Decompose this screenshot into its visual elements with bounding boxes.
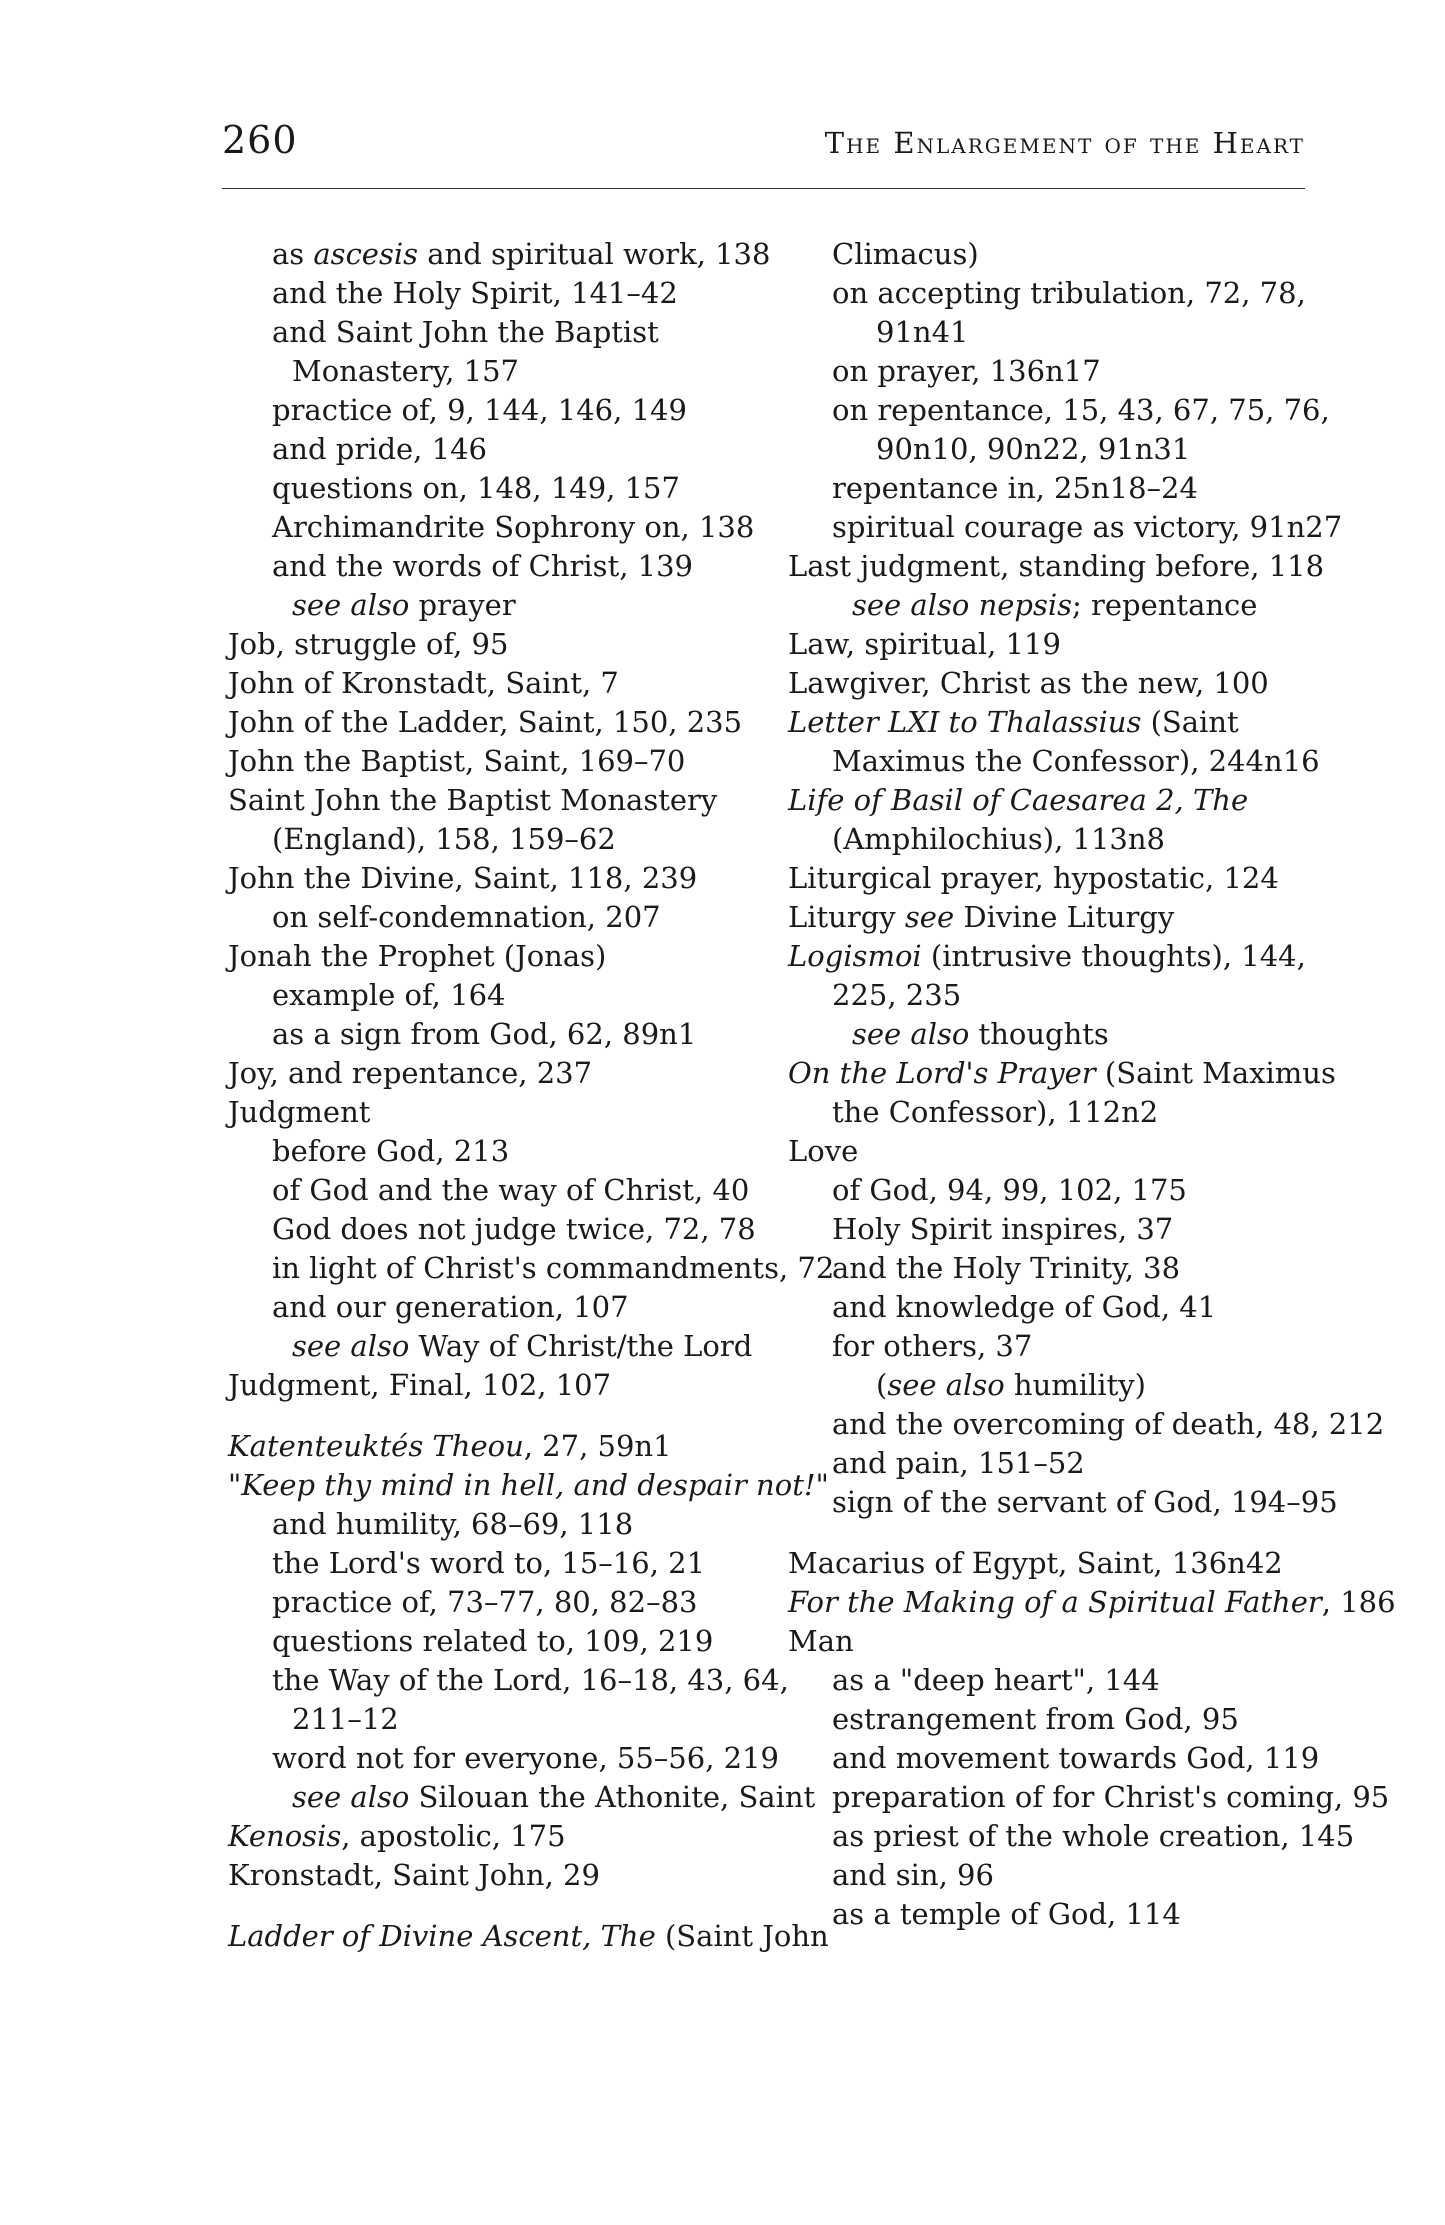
index-entry bbox=[788, 781, 1348, 820]
index-italic-text: see also bbox=[292, 588, 410, 622]
index-italic-text: Ladder of Divine Ascent, The bbox=[228, 1919, 656, 1953]
index-text: in light of Christ's commandments, 72 bbox=[272, 1251, 835, 1285]
index-entry bbox=[228, 781, 788, 820]
index-subentry bbox=[788, 586, 1348, 625]
index-subentry bbox=[228, 1544, 788, 1583]
index-text: Maximus the Confessor), 244n16 bbox=[832, 744, 1320, 778]
index-text: prayer bbox=[409, 588, 516, 622]
index-subentry bbox=[788, 1661, 1348, 1700]
index-text: questions related to, 109, 219 bbox=[272, 1624, 714, 1658]
index-entry bbox=[788, 1583, 1396, 1622]
index-subentry bbox=[788, 742, 1348, 781]
index-subentry bbox=[788, 1856, 1348, 1895]
index-gap bbox=[788, 1522, 1348, 1544]
index-text: as priest of the whole creation, 145 bbox=[832, 1819, 1355, 1853]
index-subentry bbox=[228, 274, 788, 313]
index-text: Saint John the Baptist Monastery bbox=[228, 783, 718, 817]
index-text: and knowledge of God, 41 bbox=[832, 1290, 1217, 1324]
index-text: Monastery, 157 bbox=[292, 354, 520, 388]
index-text: practice of, 73–77, 80, 82–83 bbox=[272, 1585, 698, 1619]
index-subentry bbox=[228, 1132, 788, 1171]
index-subentry bbox=[788, 469, 1348, 508]
index-text: John the Baptist, Saint, 169–70 bbox=[228, 744, 686, 778]
index-subentry bbox=[788, 1405, 1385, 1444]
index-text: Judgment bbox=[228, 1095, 371, 1129]
index-text: on repentance, 15, 43, 67, 75, 76, bbox=[832, 393, 1330, 427]
index-entry bbox=[788, 1622, 1348, 1661]
index-text: estrangement from God, 95 bbox=[832, 1702, 1239, 1736]
index-italic-text: Letter LXI to Thalassius bbox=[788, 705, 1142, 739]
index-subentry bbox=[788, 1327, 1348, 1366]
index-subentry bbox=[788, 976, 1348, 1015]
index-subentry bbox=[788, 1249, 1348, 1288]
index-italic-text: Life of Basil of Caesarea 2, The bbox=[788, 783, 1249, 817]
index-text: Climacus) bbox=[832, 237, 979, 271]
index-italic-text: "Keep thy mind in hell, and despair not!" bbox=[228, 1468, 829, 1502]
index-subentry bbox=[788, 1015, 1348, 1054]
index-italic-text: Kenosis bbox=[228, 1819, 342, 1853]
index-text: humility) bbox=[1004, 1368, 1146, 1402]
index-entry bbox=[788, 664, 1348, 703]
index-text: and the Holy Trinity, 38 bbox=[832, 1251, 1181, 1285]
index-text: ( bbox=[876, 1368, 888, 1402]
index-text: Kronstadt, Saint John, 29 bbox=[228, 1858, 600, 1892]
index-text: on self-condemnation, 207 bbox=[272, 900, 661, 934]
index-column-right bbox=[788, 235, 1396, 1934]
index-entry bbox=[228, 1427, 788, 1466]
index-entry bbox=[788, 898, 1348, 937]
index-italic-text: ascesis bbox=[313, 237, 419, 271]
index-subentry bbox=[228, 820, 788, 859]
index-text: Archimandrite Sophrony on, 138 bbox=[272, 510, 755, 544]
index-subentry bbox=[228, 391, 788, 430]
index-text: Liturgical prayer, hypostatic, 124 bbox=[788, 861, 1279, 895]
index-text: of God, 94, 99, 102, 175 bbox=[832, 1173, 1187, 1207]
index-entry bbox=[228, 1817, 788, 1856]
index-text: Jonah the Prophet (Jonas) bbox=[228, 939, 607, 973]
index-subentry bbox=[228, 1288, 788, 1327]
index-text: for others, 37 bbox=[832, 1329, 1033, 1363]
index-entry bbox=[228, 703, 788, 742]
index-text: (Saint John bbox=[655, 1919, 829, 1953]
index-text: and the overcoming of death, 48, 212 bbox=[832, 1407, 1385, 1441]
index-text: and our generation, 107 bbox=[272, 1290, 629, 1324]
index-italic-text: see also bbox=[292, 1329, 410, 1363]
index-text: (Saint bbox=[1141, 705, 1239, 739]
index-text: Love bbox=[788, 1134, 859, 1168]
index-text: , 186 bbox=[1321, 1585, 1396, 1619]
index-subentry bbox=[228, 430, 788, 469]
index-text: and humility, 68–69, 118 bbox=[272, 1507, 634, 1541]
index-entry bbox=[228, 937, 788, 976]
index-entry bbox=[228, 1366, 788, 1405]
index-subentry bbox=[228, 1327, 788, 1366]
index-subentry bbox=[788, 1700, 1348, 1739]
index-subentry bbox=[788, 1778, 1390, 1817]
index-text: the Confessor), 112n2 bbox=[832, 1095, 1159, 1129]
index-italic-text: For the Making of a Spiritual Father bbox=[788, 1585, 1322, 1619]
index-subentry bbox=[228, 1015, 788, 1054]
index-entry bbox=[788, 1054, 1348, 1093]
index-text: and spiritual work, 138 bbox=[418, 237, 771, 271]
index-subentry bbox=[228, 1778, 816, 1817]
index-text: 90n10, 90n22, 91n31 bbox=[876, 432, 1191, 466]
index-italic-text: see also bbox=[887, 1368, 1005, 1402]
index-text: Divine Liturgy bbox=[954, 900, 1175, 934]
index-entry bbox=[788, 625, 1348, 664]
index-text: 91n41 bbox=[876, 315, 969, 349]
index-text: John the Divine, Saint, 118, 239 bbox=[228, 861, 698, 895]
index-text: Liturgy bbox=[788, 900, 905, 934]
running-title: The Enlargement of the Heart bbox=[824, 126, 1305, 160]
index-text: Man bbox=[788, 1624, 854, 1658]
index-text: thoughts bbox=[969, 1017, 1109, 1051]
index-text: as bbox=[272, 237, 314, 271]
index-subentry bbox=[788, 820, 1348, 859]
index-entry bbox=[228, 742, 788, 781]
page-header bbox=[222, 118, 1305, 189]
index-text: of God and the way of Christ, 40 bbox=[272, 1173, 750, 1207]
index-italic-text: Logismoi bbox=[788, 939, 922, 973]
index-subentry bbox=[228, 1505, 788, 1544]
index-subentry bbox=[788, 235, 1348, 274]
index-text: on accepting tribulation, 72, 78, bbox=[832, 276, 1306, 310]
index-subentry bbox=[228, 898, 788, 937]
index-subentry bbox=[788, 1288, 1348, 1327]
index-entry bbox=[788, 547, 1348, 586]
index-text: 211–12 bbox=[292, 1702, 399, 1736]
index-subentry bbox=[228, 586, 788, 625]
index-text: Way of Christ/the Lord bbox=[409, 1329, 753, 1363]
index-entry bbox=[788, 703, 1348, 742]
index-text: God does not judge twice, 72, 78 bbox=[272, 1212, 756, 1246]
index-subentry bbox=[788, 1171, 1348, 1210]
index-subentry bbox=[788, 1817, 1355, 1856]
index-text: the Way of the Lord, 16–18, 43, 64, bbox=[272, 1663, 789, 1697]
index-subentry bbox=[228, 1171, 788, 1210]
index-subentry bbox=[228, 508, 788, 547]
index-entry bbox=[228, 664, 788, 703]
index-italic-text: nepsis bbox=[978, 588, 1073, 622]
index-text: Holy Spirit inspires, 37 bbox=[832, 1212, 1174, 1246]
index-text: John of the Ladder, Saint, 150, 235 bbox=[228, 705, 743, 739]
index-entry bbox=[228, 1917, 829, 1956]
index-text: Law, spiritual, 119 bbox=[788, 627, 1061, 661]
index-italic-text: see also bbox=[852, 588, 970, 622]
index-text: and Saint John the Baptist bbox=[272, 315, 659, 349]
index-subentry bbox=[228, 1661, 788, 1700]
index-text: spiritual courage as victory, 91n27 bbox=[832, 510, 1343, 544]
index-text: the Lord's word to, 15–16, 21 bbox=[272, 1546, 706, 1580]
index-subentry bbox=[788, 1444, 1348, 1483]
index-subentry bbox=[228, 1583, 788, 1622]
index-text: Last judgment, standing before, 118 bbox=[788, 549, 1325, 583]
index-subentry bbox=[788, 1210, 1348, 1249]
index-entry bbox=[788, 1132, 1348, 1171]
index-text: and pain, 151–52 bbox=[832, 1446, 1085, 1480]
index-subentry bbox=[228, 235, 788, 274]
index-text: ; repentance bbox=[1072, 588, 1258, 622]
index-text: Lawgiver, Christ as the new, 100 bbox=[788, 666, 1269, 700]
index-text: questions on, 148, 149, 157 bbox=[272, 471, 680, 505]
index-subentry bbox=[228, 976, 788, 1015]
index-entry bbox=[788, 859, 1348, 898]
index-text: preparation of for Christ's coming, 95 bbox=[832, 1780, 1390, 1814]
index-italic-text: see also bbox=[852, 1017, 970, 1051]
index-text: and pride, 146 bbox=[272, 432, 487, 466]
index-subentry bbox=[788, 430, 1348, 469]
index-subentry bbox=[228, 469, 788, 508]
index-text: 225, 235 bbox=[832, 978, 962, 1012]
index-subentry bbox=[788, 313, 1348, 352]
index-italic-text: On the Lord's Prayer bbox=[788, 1056, 1096, 1090]
index-text: and sin, 96 bbox=[832, 1858, 994, 1892]
index-subentry bbox=[788, 1483, 1348, 1522]
index-text: before God, 213 bbox=[272, 1134, 510, 1168]
index-subentry bbox=[788, 391, 1348, 430]
index-subentry bbox=[788, 274, 1348, 313]
index-entry bbox=[228, 1856, 788, 1895]
index-italic-text: Katenteuktés Theou bbox=[228, 1429, 524, 1463]
index-text: , 27, 59n1 bbox=[523, 1429, 672, 1463]
index-entry bbox=[228, 1093, 788, 1132]
index-text: and the words of Christ, 139 bbox=[272, 549, 694, 583]
index-text: word not for everyone, 55–56, 219 bbox=[272, 1741, 779, 1775]
index-subentry bbox=[788, 508, 1348, 547]
index-text: (intrusive thoughts), 144, bbox=[921, 939, 1306, 973]
index-subentry bbox=[788, 1366, 1348, 1405]
index-text: and movement towards God, 119 bbox=[832, 1741, 1320, 1775]
index-entry bbox=[228, 625, 788, 664]
index-subentry bbox=[228, 1249, 835, 1288]
index-entry bbox=[228, 1466, 829, 1505]
index-gap bbox=[228, 1405, 788, 1427]
index-text: as a sign from God, 62, 89n1 bbox=[272, 1017, 697, 1051]
index-text bbox=[969, 588, 978, 622]
index-subentry bbox=[228, 352, 788, 391]
index-subentry bbox=[788, 1093, 1348, 1132]
page-number: 260 bbox=[222, 118, 298, 162]
index-subentry bbox=[228, 1210, 788, 1249]
index-text: (Saint Maximus bbox=[1095, 1056, 1336, 1090]
index-subentry bbox=[788, 1895, 1348, 1934]
index-text: repentance in, 25n18–24 bbox=[832, 471, 1198, 505]
index-subentry bbox=[228, 547, 788, 586]
index-entry bbox=[788, 937, 1348, 976]
index-subentry bbox=[228, 313, 788, 352]
index-text: (England), 158, 159–62 bbox=[272, 822, 616, 856]
index-gap bbox=[228, 1895, 788, 1917]
index-text: as a "deep heart", 144 bbox=[832, 1663, 1160, 1697]
index-text: as a temple of God, 114 bbox=[832, 1897, 1181, 1931]
index-text: example of, 164 bbox=[272, 978, 506, 1012]
index-subentry bbox=[228, 1739, 788, 1778]
index-entry bbox=[788, 1544, 1348, 1583]
index-subentry bbox=[228, 1622, 788, 1661]
index-text: practice of, 9, 144, 146, 149 bbox=[272, 393, 687, 427]
index-text: John of Kronstadt, Saint, 7 bbox=[228, 666, 619, 700]
index-text: (Amphilochius), 113n8 bbox=[832, 822, 1165, 856]
index-text: sign of the servant of God, 194–95 bbox=[832, 1485, 1338, 1519]
index-text: , apostolic, 175 bbox=[341, 1819, 566, 1853]
index-entry bbox=[228, 1054, 788, 1093]
index-text: and the Holy Spirit, 141–42 bbox=[272, 276, 678, 310]
index-text: Judgment, Final, 102, 107 bbox=[228, 1368, 612, 1402]
index-text: Macarius of Egypt, Saint, 136n42 bbox=[788, 1546, 1283, 1580]
index-subentry bbox=[228, 1700, 788, 1739]
index-entry bbox=[228, 859, 788, 898]
index-text: on prayer, 136n17 bbox=[832, 354, 1101, 388]
index-italic-text: see bbox=[904, 900, 955, 934]
index-subentry bbox=[788, 352, 1348, 391]
index-italic-text: see also bbox=[292, 1780, 410, 1814]
index-text: Joy, and repentance, 237 bbox=[228, 1056, 593, 1090]
index-subentry bbox=[788, 1739, 1348, 1778]
index-text: Job, struggle of, 95 bbox=[228, 627, 509, 661]
index-text: Silouan the Athonite, Saint bbox=[409, 1780, 816, 1814]
